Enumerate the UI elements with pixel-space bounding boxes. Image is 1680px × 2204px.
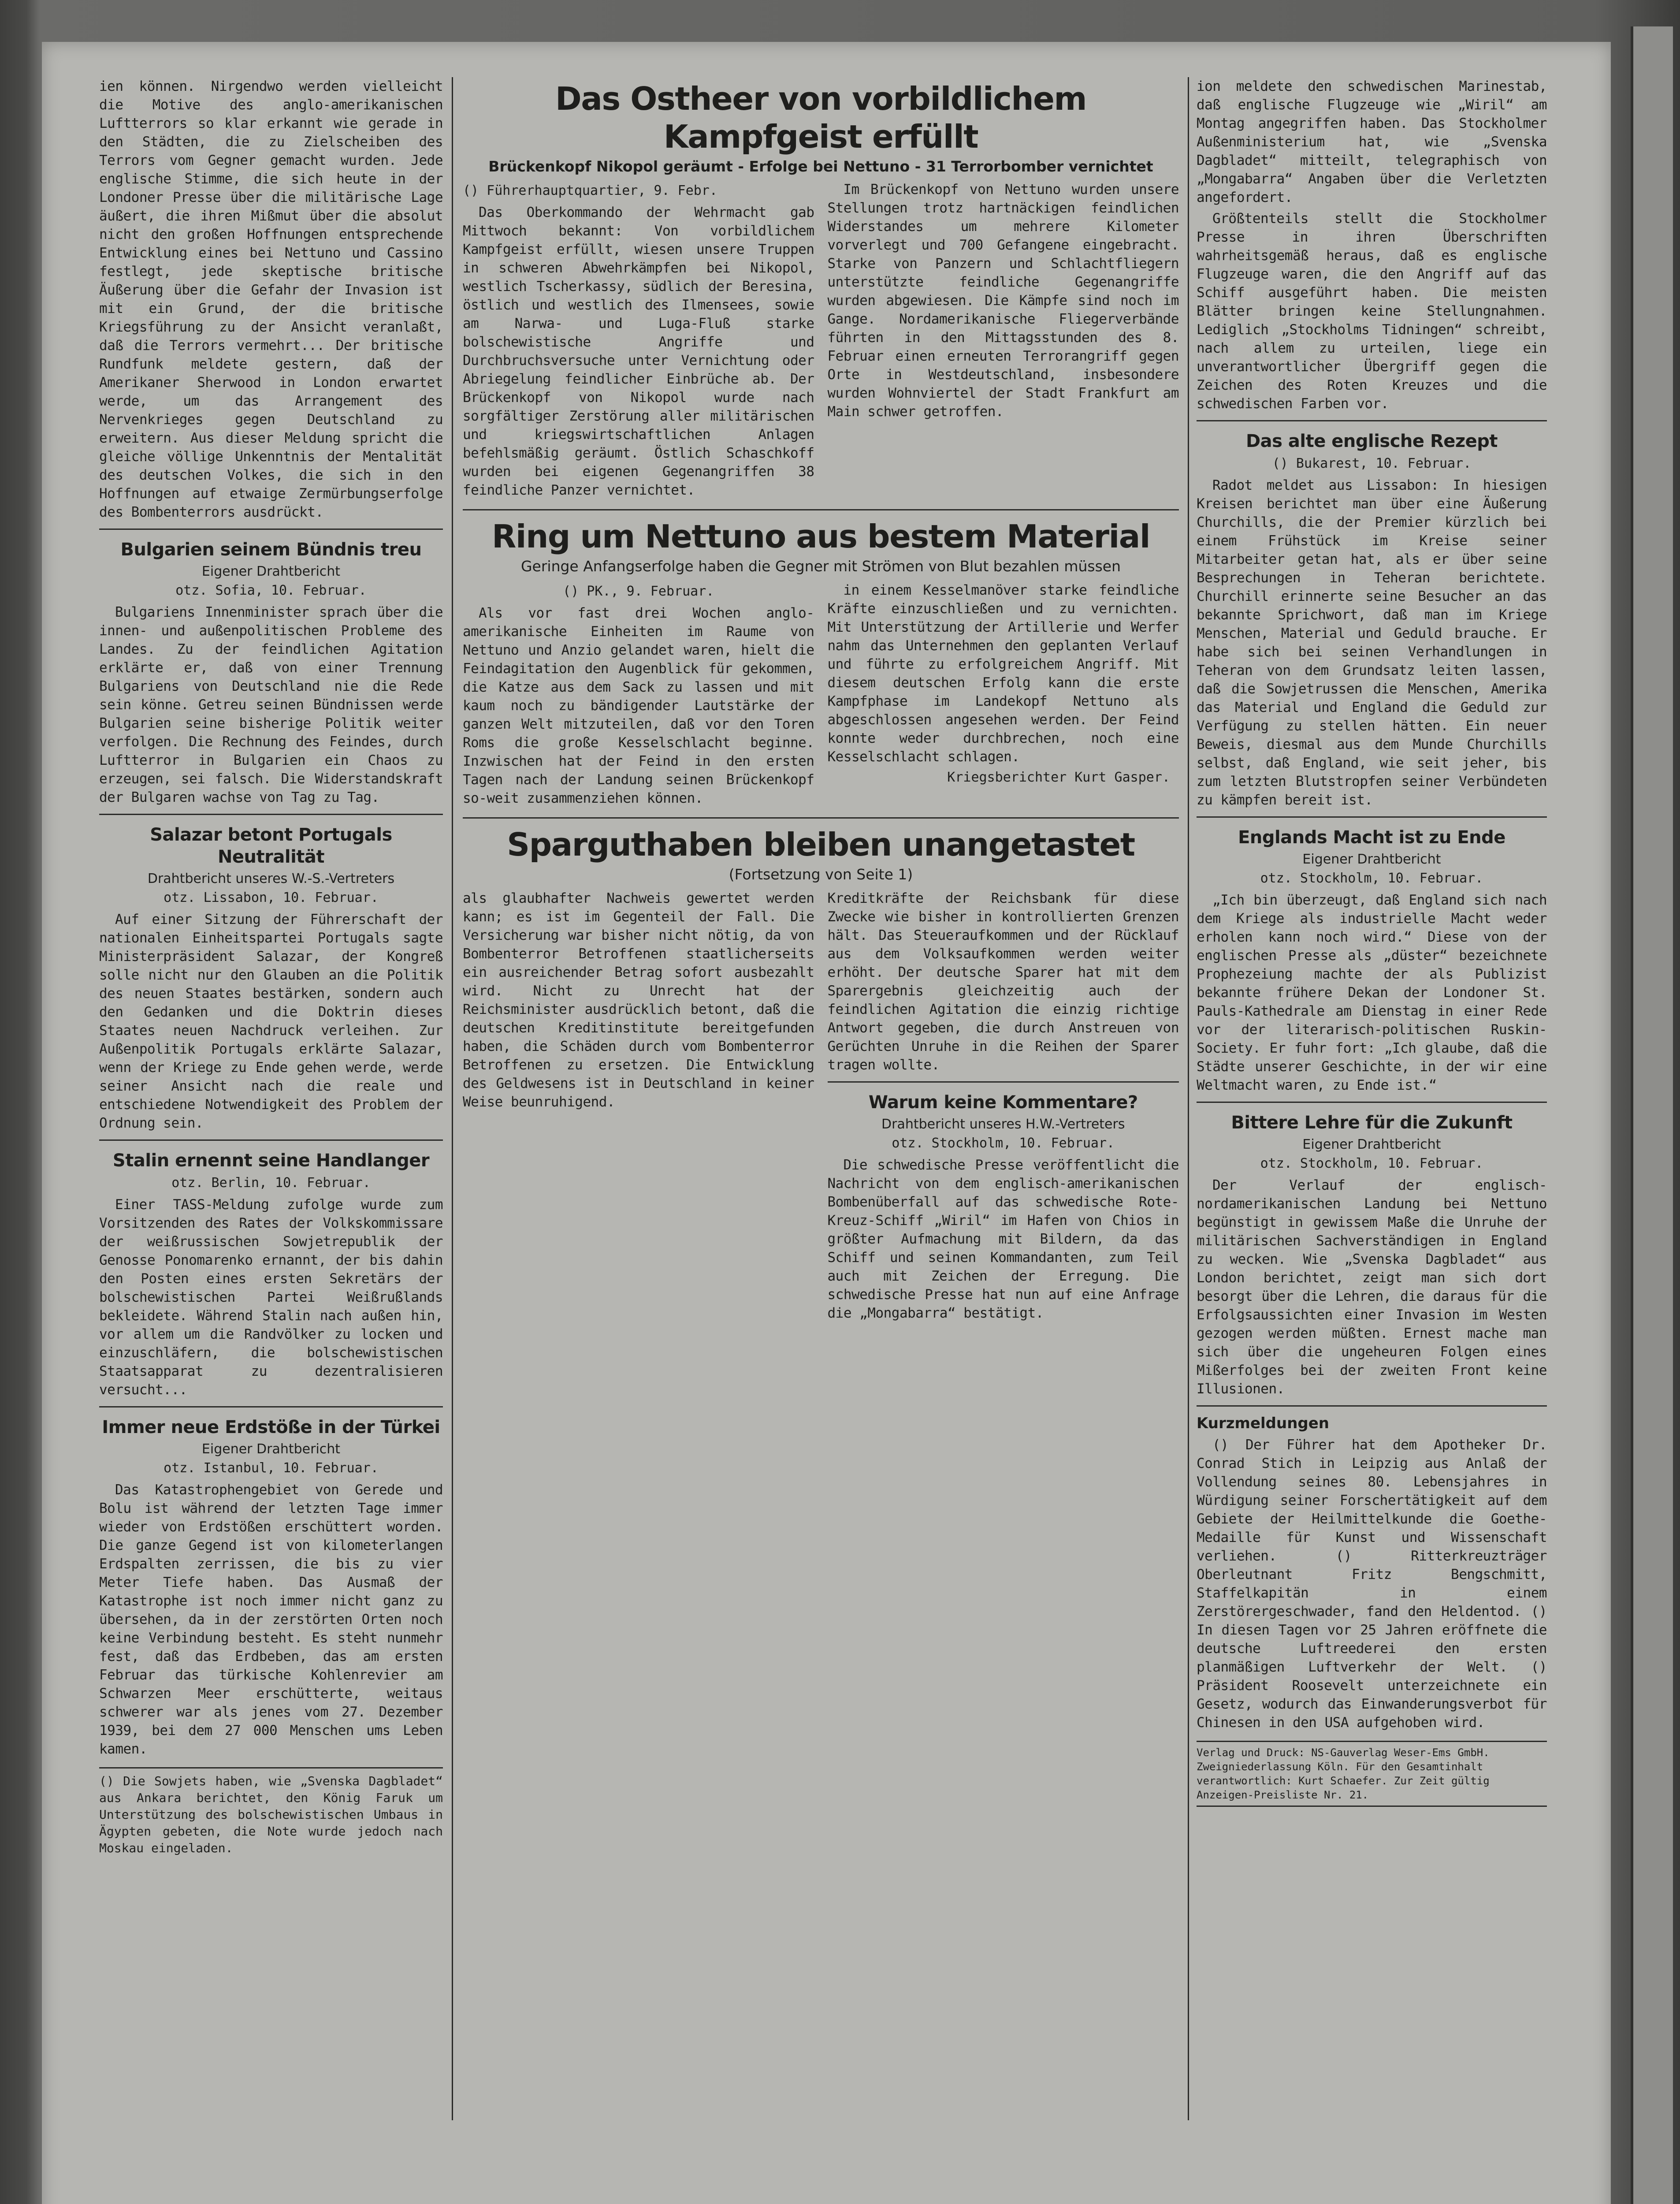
article-headline: Warum keine Kommentare? [868, 1092, 1138, 1113]
article-body: „Ich bin überzeugt, daß England sich nach dem Kriege als industrielle Macht weder erholen kann noch wird.“ Diese von der englischen Presse als „düster“ bezeichnete Prophezeiung machte der als Publizist bekannte frühere Dekan der Londoner St. Pauls-Kathedrale am Dienstag in einer Rede vor der literarisch-politischen Ruskin-Society. Er fuhr fort: „Ich glaube, daß die Städte unserer Geschichte, in der wir eine Weltmacht waren, zu Ende ist.“ [1197, 892, 1547, 1093]
divider [99, 814, 443, 815]
article-body: Als vor fast drei Wochen anglo-amerikanische Einheiten im Raume von Nettuno und Anzio gelandet waren, hielt die Feindagitation den Augenblick für gekommen, die Katze aus dem Sack zu lassen und mit kaum noch zu bändigender Lautstärke der ganzen Welt mitzuteilen, daß vor den Toren Roms die große Kesselschlacht beginne. Inzwischen hat der Feind in den ersten Tagen nach der Landung seinen Brückenkopf so-weit zusammenziehen können. [463, 605, 814, 806]
footnote: () Die Sowjets haben, wie „Svenska Dagbladet“ aus Ankara berichtet, den König Faruk um Unterstützung des bolschewistischen Umbaus in Ägypten gebeten, die Note wurde jedoch nach Moskau eingeladen. [99, 1767, 443, 1857]
column-right [1197, 77, 1547, 2133]
article-source: Eigener Drahtbericht [201, 1441, 341, 1457]
article-body: in einem Kesselmanöver starke feindliche Kräfte einzuschließen und zu vernichten. Mit Unterstützung der Artillerie und Werfer nahm das Unternehmen den geplanten Verlauf und führte zu erfolgreichem Angriff. Mit diesem deutschen Erfolg kann die erste Kampfphase im Landekopf Nettuno als abgeschlossen angesehen werden. Der Feind konnte weder durchbrechen, noch eine Kesselschlacht schlagen. [827, 582, 1179, 765]
article-columns [463, 180, 1179, 502]
article-columns [463, 889, 1179, 1325]
deck: Geringe Anfangserfolge haben die Gegner mit Strömen von Blut bezahlen müssen [520, 558, 1121, 575]
main-headline: Das Ostheer von vorbildlichem Kampfgeist erfüllt [555, 80, 1086, 155]
article-source: Eigener Drahtbericht [1302, 1137, 1441, 1152]
article-dateline: () PK., 9. Februar. [563, 584, 714, 599]
article-headline: Englands Macht ist zu Ende [1238, 827, 1505, 848]
article-nettuno-ring [463, 517, 1179, 810]
article-source: Drahtbericht unseres H.W.-Vertreters [881, 1117, 1125, 1132]
divider [1197, 1102, 1547, 1103]
column-right-intro: ion meldete den schwedischen Marinestab, daß englische Flugzeuge wie „Wiril“ am Montag angegriffen haben. Das Stockholmer Außenministerium hat, wie „Svenska Dagbladet“ mitteilt, telegraphisch von „Mongabarra“ Angaben über die Verletzten angefordert. [1197, 78, 1547, 205]
article-body: Einer TASS-Meldung zufolge wurde zum Vorsitzenden des Rates der Volkskommissare der weißrussischen Sowjetrepublik der Genosse Ponomarenko ernannt, der bis dahin den Posten eines ersten Sekretärs der bolschewistischen Partei Weißrußlands bekleidete. Während Stalin nach außen hin, vor allem um die Randvölker zu locken und einzuschläfern, die bolschewistischen Staatsapparat zu dezentralisieren versucht... [99, 1197, 443, 1398]
article-body: Im Brückenkopf von Nettuno wurden unsere Stellungen trotz hartnäckigen feindlichen Widerstandes um mehrere Kilometer vorverlegt und 700 Gefangene eingebracht. Starke von Panzern und Schlachtfliegern unterstützte feindliche Gegenangriffe wurden abgewiesen. Die Kämpfe sind noch im Gange. Nordamerikanische Fliegerverbände führten in den Mittagsstunden des 8. Februar einen erneuten Terrorangriff gegen Orte in Westdeutschland, insbesondere wurden Wohnviertel der Stadt Frankfurt am Main schwer getroffen. [827, 182, 1179, 420]
article-dateline: otz. Istanbul, 10. Februar. [164, 1460, 379, 1476]
article-headline: Bulgarien seinem Bündnis treu [120, 540, 422, 560]
article-body: Bulgariens Innenminister sprach über die innen- und außenpolitischen Probleme des Landes. Zu der feindlichen Agitation erklärte er, daß von einer Trennung Bulgariens von Deutschland nie die Rede sein könne. Getreu seinen Bündnissen werde Bulgarien seine bisherige Politik weiter verfolgen. Die Rechnung des Feindes, durch Luftterror in Bulgarien ein Chaos zu erzeugen, sei falsch. Die Widerstandskraft der Bulgaren wachse von Tag zu Tag. [99, 604, 443, 805]
article-dateline: () Bukarest, 10. Februar. [1272, 456, 1472, 471]
headline: Sparguthaben bleiben unangetastet [507, 826, 1135, 863]
article-headline: Stalin ernennt seine Handlanger [112, 1150, 430, 1171]
article-salazar [99, 824, 443, 1132]
article-englands-power [1197, 826, 1547, 1095]
adjacent-page-edge [1631, 26, 1673, 2204]
divider [1197, 816, 1547, 818]
article-dateline: otz. Stockholm, 10. Februar. [1260, 1156, 1483, 1171]
article-eastern-army [463, 80, 1179, 502]
article-short-news [1197, 1415, 1547, 1732]
main-deck: Brückenkopf Nikopol geräumt - Erfolge bei Nettuno - 31 Terrorbomber vernichtet [488, 158, 1153, 175]
article-columns [463, 581, 1179, 810]
divider [99, 1139, 443, 1141]
column-rule-1 [452, 77, 453, 2120]
column-right-intro-2: Größtenteils stellt die Stockholmer Presse in ihren Überschriften wahrheitsgemäß heraus, daß es englische Flugzeuge waren, die den Angriff auf das Schiff ausgeführt haben. Die meisten Blätter bringen keine Stellungnahmen. Lediglich „Stockholms Tidningen“ schreibt, nach allem zu urteilen, liege ein unverantwortlicher Übergriff gegen die Zeichen des Roten Kreuzes und die schwedischen Farben vor. [1197, 211, 1547, 412]
article-body: Die schwedische Presse veröffentlicht die Nachricht von dem englisch-amerikanischen Bombenüberfall auf das schwedische Rote-Kreuz-Schiff „Wiril“ im Hafen von Chios in größter Aufmachung mit Bildern, da das Schiff und seinen Kommandanten, zum Teil auch mit Zeichen der Erregung. Die schwedische Presse hat nun auf eine Anfrage die „Mongabarra“ bestätigt. [827, 1157, 1179, 1321]
article-body: Der Verlauf der englisch-nordamerikanischen Landung bei Nettuno begünstigt in gewissem Maße die Unruhe der militärischen Sachverständigen in England zu wecken. Wie „Svenska Dagbladet“ aus London berichtet, zeigt man sich dort besorgt über die Lehren, die daraus für die Erfolgsaussichten einer Invasion im Westen gezogen werden müßten. Ernest mache man sich über die ungeheuren Folgen eines Mißerfolges bei der zweiten Front keine Illusionen. [1197, 1177, 1547, 1397]
article-body: als glaubhafter Nachweis gewertet werden kann; es ist im Gegenteil der Fall. Die Versicherung war bisher nicht nötig, da von Bombenterror Betroffenen staatlicherseits ein ausreichender Betrag sofort ausbezahlt wird. Nicht zu Unrecht hat der Reichsminister ausdrücklich betont, daß die deutschen Kreditinstitute bereitgefunden haben, die Schäden durch vom Bombenterror Betroffenen zu ersetzen. Die Entwicklung des Geldwesens ist in Deutschland in keiner Weise beunruhigend. [463, 890, 814, 1110]
article-body: Radot meldet aus Lissabon: In hiesigen Kreisen berichtet man über eine Äußerung Churchills, die der Premier kürzlich bei einem Frühstück im Kreise seiner Mitarbeiter getan hat, als er über seine Besprechungen in Teheran berichtete. Churchill erinnerte seine Besucher an das bekannte Sprichwort, daß man im Kriege Menschen, Material und Geduld brauche. Er habe sich bei seinen Verhandlungen in Teheran von dem Grundsatz leiten lassen, daß die Sowjetrussen die Menschen, Amerika das Material und England die Geduld zur Verfügung zu stellen hätten. Ein neuer Beweis, diesmal aus dem Munde Churchills selbst, daß England, wie seit jeher, bis zum letzten Blutstropfen seiner Verbündeten zu kämpfen bereit ist. [1197, 477, 1547, 808]
divider [463, 817, 1179, 819]
article-stalin [99, 1150, 443, 1399]
imprint: Verlag und Druck: NS-Gauverlag Weser-Ems GmbH. Zweigniederlassung Köln. Für den Gesamtinhalt verantwortlich: Kurt Schaefer. Zur Zeit gültig Anzeigen-Preisliste Nr. 21. [1197, 1741, 1547, 1807]
column-left-intro: ien können. Nirgendwo werden vielleicht die Motive des anglo-amerikanischen Luftterrors so klar erkannt wie gerade in den Städten, die zu Zielscheiben des Terrors vom Gegner gemacht wurden. Jede englische Stimme, die sich heute in der Londoner Presse über die militärische Lage äußert, die ihren Mißmut über die absolut nicht den großen Hoffnungen entsprechende Entwicklung eines bei Nettuno und Cassino festlegt, jede skeptische britische Äußerung über die Gefahr der Invasion ist mit ein Grund, der die britische Kriegsführung zu der Ansicht veranlaßt, daß die Terrors vermehrt... Der britische Rundfunk meldete gestern, daß der Amerikaner Sherwood in London erwartet werde, um das Arrangement des Nervenkrieges gegen Deutschland zu erweitern. Aus dieser Meldung spricht die gleiche völlige Unkenntnis der Mentalität des deutschen Volkes, die sich in den Hoffnungen auf etwaige Zermürbungserfolge des Bombenterrors ausdrückt. [99, 78, 443, 520]
divider [1197, 1405, 1547, 1407]
article-body: () Der Führer hat dem Apotheker Dr. Conrad Stich in Leipzig aus Anlaß der Vollendung seines 80. Lebensjahres in Würdigung seiner Forschertätigkeit auf dem Gebiete der Heilmittelkunde die Goethe-Medaille für Kunst und Wissenschaft verliehen. () Ritterkreuzträger Oberleutnant Fritz Bengschmitt, Staffelkapitän in einem Zerstörergeschwader, fand den Heldentod. () In diesen Tagen vor 25 Jahren eröffnete die deutsche Luftreederei den ersten planmäßigen Luftverkehr der Welt. () Präsident Roosevelt unterzeichnete ein Gesetz, wodurch das Einwanderungsverbot für Chinesen in den USA aufgehoben wird. [1197, 1437, 1547, 1731]
article-body: Das Oberkommando der Wehrmacht gab Mittwoch bekannt: Von vorbildlichem Kampfgeist erfüllt, wiesen unsere Truppen in schweren Abwehrkämpfen bei Nikopol, westlich Tscherkassy, südlich der Beresina, östlich und westlich des Ilmensees, sowie am Narwa- und Luga-Fluß starke bolschewistische Angriffe und Durchbruchsversuche unter Vernichtung oder Abriegelung feindlicher Einbrüche ab. Der Brückenkopf von Nikopol wurde nach sorgfältiger Zerstörung aller militärischen und kriegswirtschaftlichen Anlagen befehlsmäßig geräumt. Östlich Schaschkoff wurden bei eigenen Gegenangriffen 38 feindliche Panzer vernichtet. [463, 205, 814, 498]
article-turkey-earthquake [99, 1416, 443, 1758]
divider [99, 1406, 443, 1407]
article-bitter-lesson [1197, 1112, 1547, 1398]
article-source: Eigener Drahtbericht [1302, 852, 1441, 867]
column-rule-2 [1188, 77, 1189, 2120]
article-english-recipe [1197, 430, 1547, 809]
column-center [463, 77, 1179, 2133]
article-dateline: otz. Stockholm, 10. Februar. [892, 1136, 1115, 1151]
article-savings [463, 826, 1179, 1325]
divider [1197, 420, 1547, 421]
byline: Kriegsberichter Kurt Gasper. [947, 770, 1170, 785]
column-left [99, 77, 443, 2133]
article-body: Kreditkräfte der Reichsbank für diese Zwecke wie bisher in kontrollierten Grenzen hält. Das Steueraufkommen und der Rücklauf aus dem Volksaufkommen werden weiter erhöht. Der deutsche Sparer hat mit dem Sparergebnis gleichzeitig auch der feindlichen Agitation die einzig richtige Antwort gegeben, die durch Anstreuen von Gerüchten Unruhe in die Reihen der Sparer tragen wollte. [827, 890, 1179, 1073]
article-source: Drahtbericht unseres W.-S.-Vertreters [147, 871, 395, 886]
divider [463, 509, 1179, 510]
article-dateline: otz. Stockholm, 10. Februar. [1260, 871, 1483, 886]
article-dateline: otz. Sofia, 10. Februar. [175, 583, 367, 598]
article-dateline: otz. Lissabon, 10. Februar. [164, 890, 379, 905]
section-heading: Kurzmeldungen [1197, 1415, 1330, 1432]
article-dateline: otz. Berlin, 10. Februar. [171, 1175, 371, 1191]
article-body: Auf einer Sitzung der Führerschaft der nationalen Einheitspartei Portugals sagte Ministerpräsident Salazar, der Kongreß solle nicht nur den Glauben an die Politik des neuen Staates bestärken, sondern auch den Gedanken und die Doktrin dieses Staates neuen Nachdruck verleihen. Zur Außenpolitik Portugals erklärte Salazar, wenn der Kriege zu Ende gehen werde, werde seiner Ansicht nach die reale und entschiedene Notwendigkeit des Problem der Ordnung sein. [99, 912, 443, 1131]
divider [99, 529, 443, 530]
article-body: Das Katastrophengebiet von Gerede und Bolu ist während der letzten Tage immer wieder von Erdstößen erschüttert worden. Die ganze Gegend ist von kilometerlangen Erdspalten zerrissen, die bis zu vier Meter Tiefe haben. Das Ausmaß der Katastrophe ist noch immer nicht ganz zu übersehen, da in der zerstörten Orten noch keine Verbindung besteht. Es steht nunmehr fest, daß das Erdbeben, das am ersten Februar das türkische Kohlenrevier am Schwarzen Meer erschütterte, weitaus schwerer war als jenes vom 27. Dezember 1939, bei dem 27 000 Menschen ums Leben kamen. [99, 1482, 443, 1757]
article-source: Eigener Drahtbericht [201, 564, 341, 579]
deck: (Fortsetzung von Seite 1) [728, 866, 913, 883]
article-dateline: () Führerhauptquartier, 9. Febr. [463, 183, 717, 198]
article-headline: Das alte englische Rezept [1245, 431, 1498, 451]
article-headline: Bittere Lehre für die Zukunft [1231, 1113, 1513, 1133]
headline: Ring um Nettuno aus bestem Material [491, 518, 1150, 555]
divider [828, 1081, 1179, 1083]
article-headline: Immer neue Erdstöße in der Türkei [102, 1417, 440, 1437]
article-headline: Salazar betont Portugals Neutralität [150, 825, 392, 867]
article-bulgaria [99, 539, 443, 807]
